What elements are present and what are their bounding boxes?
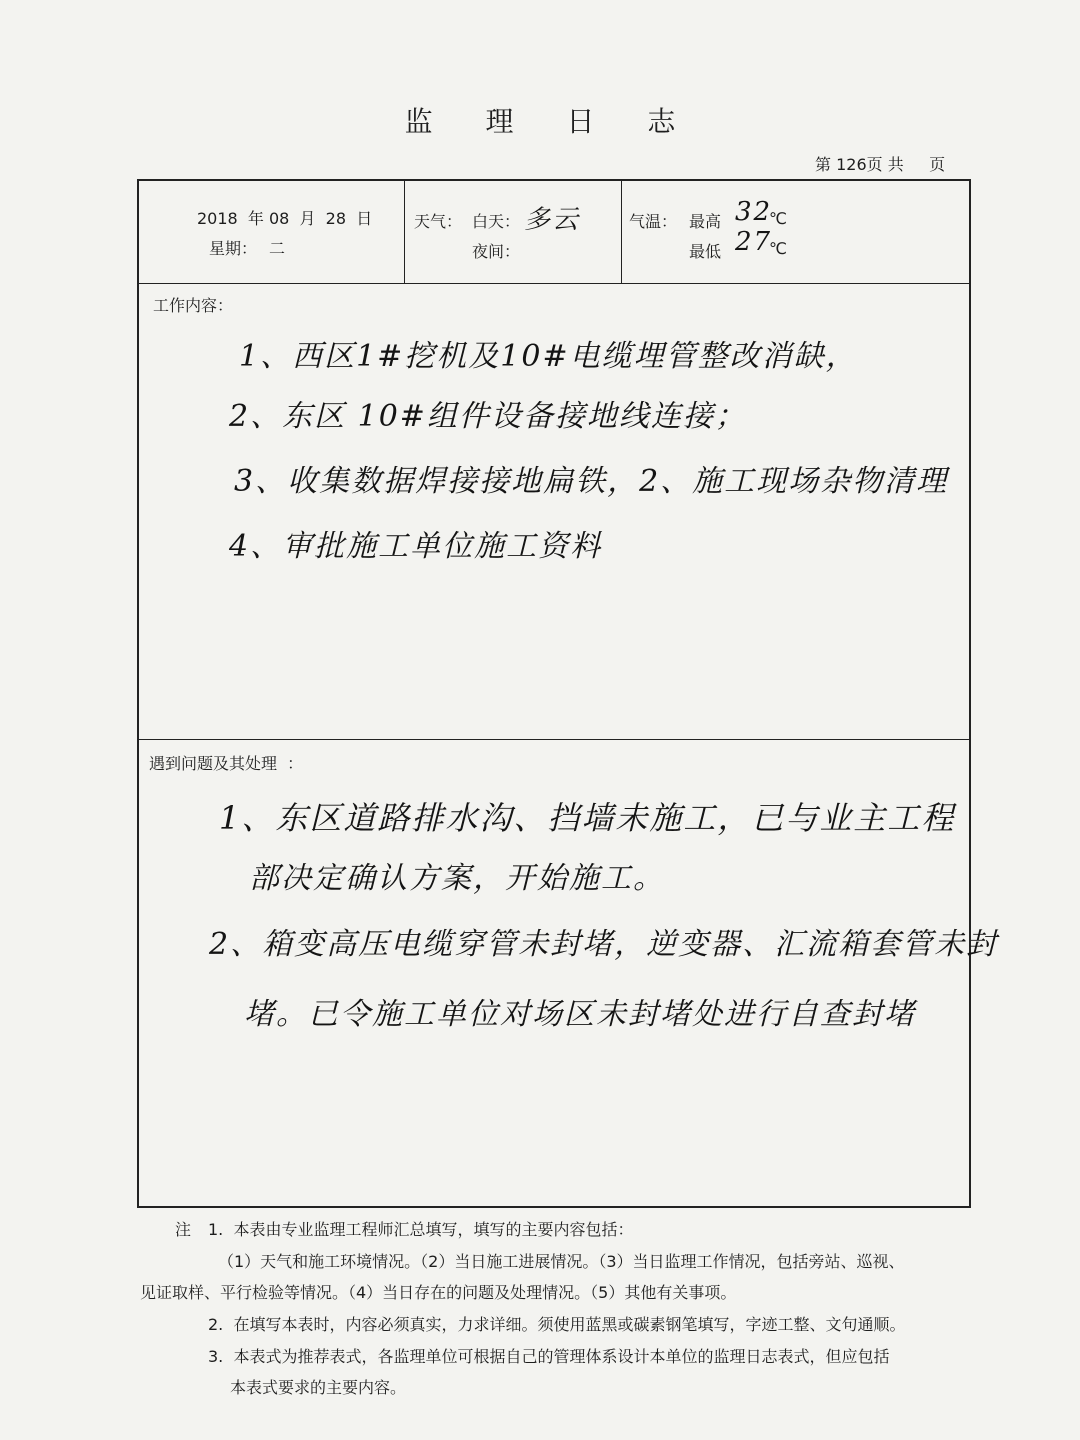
day-label: 白天： bbox=[472, 212, 521, 231]
work-label: 工作内容： bbox=[153, 296, 234, 315]
log-form bbox=[137, 179, 999, 1208]
weekday-value: 二 bbox=[269, 239, 286, 258]
work-item: 3、收集数据焊接接地扁铁，2、施工现场杂物清理 bbox=[234, 464, 949, 499]
high-label: 最高 bbox=[689, 212, 722, 231]
weekday-label: 星期： bbox=[209, 239, 258, 258]
temp-label: 气温： bbox=[629, 212, 678, 231]
work-item: 1、西区1#挖机及10#电缆埋管整改消缺， bbox=[239, 339, 858, 374]
issue-line: 部决定确认方案，开始施工。 bbox=[249, 861, 665, 896]
issues-label: 遇到问题及其处理 ： bbox=[149, 754, 304, 773]
low-unit: ℃ bbox=[769, 239, 787, 258]
night-label: 夜间： bbox=[472, 242, 521, 261]
note-line: 1. 本表由专业监理工程师汇总填写，填写的主要内容包括： bbox=[208, 1220, 634, 1239]
page-number: 第 126页 共 页 bbox=[815, 155, 946, 174]
header-row bbox=[139, 181, 969, 284]
note-line: （1）天气和施工环境情况。（2）当日施工进展情况。（3）当日监理工作情况，包括旁站、巡视、 bbox=[218, 1252, 905, 1271]
note-line: 本表式要求的主要内容。 bbox=[230, 1378, 407, 1397]
low-temp: 27 bbox=[735, 227, 773, 257]
low-label: 最低 bbox=[689, 242, 722, 261]
issue-line: 1、东区道路排水沟、挡墙未施工，已与业主工程 bbox=[219, 799, 956, 837]
work-item: 4、审批施工单位施工资料 bbox=[229, 529, 603, 564]
note-line: 3. 本表式为推荐表式，各监理单位可根据自己的管理体系设计本单位的监理日志表式，但应包括 bbox=[208, 1347, 890, 1366]
weather-label: 天气： bbox=[414, 212, 463, 231]
high-temp: 32 bbox=[735, 197, 773, 227]
notes-prefix: 注 bbox=[175, 1220, 192, 1239]
day-weather: 多云 bbox=[524, 205, 581, 235]
issue-line: 2、箱变高压电缆穿管未封堵，逆变器、汇流箱套管未封 bbox=[209, 927, 999, 962]
date-line: 2018 年 08 月 28 日 bbox=[197, 209, 373, 228]
note-line: 见证取样、平行检验等情况。（4）当日存在的问题及处理情况。（5）其他有关事项。 bbox=[140, 1283, 737, 1302]
work-item: 2、东区 10#组件设备接地线连接； bbox=[229, 399, 747, 434]
high-unit: ℃ bbox=[769, 209, 787, 228]
issue-line: 堵。已令施工单位对场区未封堵处进行自查封堵 bbox=[244, 997, 916, 1032]
note-line: 2. 在填写本表时，内容必须真实，力求详细。须使用蓝黑或碳素钢笔填写，字迹工整、文句通顺。 bbox=[208, 1315, 906, 1334]
page-title: 监 理 日 志 bbox=[404, 105, 698, 138]
